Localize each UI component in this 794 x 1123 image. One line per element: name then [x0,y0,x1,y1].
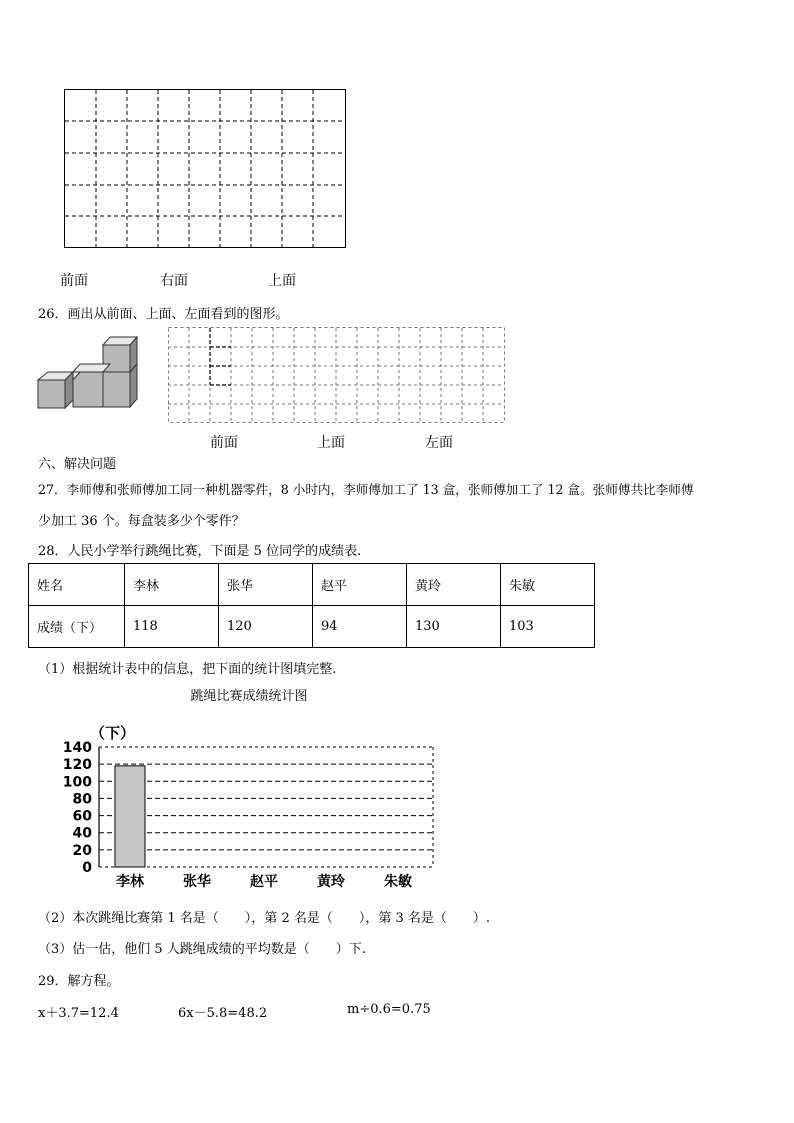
y-tick-label: 140 [62,740,92,756]
table-cell: 130 [407,606,501,648]
q27-line2: 少加工 36 个。每盒装多少个零件？ [38,514,245,529]
q26-label-left: 左面 [425,435,453,451]
y-tick-label: 100 [62,774,92,791]
q28-sub3: （3）估一估，他们 5 人跳绳成绩的平均数是（ ）下. [38,942,366,957]
top-label-right: 右面 [160,273,188,289]
bar-chart[interactable] [0,680,794,895]
chart-y-label: （下） [90,724,136,742]
q26-label-front: 前面 [210,435,238,451]
table-cell: 姓名 [29,564,125,606]
bar-0 [115,766,145,867]
cube-figure [30,330,145,415]
q26-drawing-grid[interactable] [160,320,510,430]
table-cell: 103 [501,606,595,648]
table-cell: 120 [219,606,313,648]
y-tick-label: 40 [72,825,92,842]
x-tick-label: 朱敏 [384,874,412,890]
x-tick-label: 张华 [183,874,211,890]
chart-title: 跳绳比赛成绩统计图 [190,689,308,704]
table-cell: 黄玲 [407,564,501,606]
table-cell: 赵平 [313,564,407,606]
table-cell: 118 [125,606,219,648]
top-label-top: 上面 [268,273,296,289]
q28-intro: 28．人民小学举行跳绳比赛，下面是 5 位同学的成绩表. [38,544,362,559]
y-tick-label: 60 [72,808,92,825]
y-tick-label: 120 [62,757,92,774]
table-cell: 朱敏 [501,564,595,606]
table-header-row [29,564,595,606]
top-label-front: 前面 [60,273,88,289]
y-tick-label: 80 [72,791,92,808]
q28-sub2: （2）本次跳绳比赛第 1 名是（ ），第 2 名是（ ），第 3 名是（ ）. [38,911,491,926]
table-cell: 94 [313,606,407,648]
section-heading: 六、解决问题 [38,457,117,472]
q26-text: 26．画出从前面、上面、左面看到的图形。 [38,307,289,322]
top-drawing-grid[interactable] [0,0,794,260]
x-tick-label: 李林 [116,874,144,890]
y-tick-label: 0 [82,860,92,876]
grid-dashed-lines [65,90,345,247]
table-cell: 李林 [125,564,219,606]
table-row [29,606,595,648]
x-tick-label: 赵平 [250,874,278,890]
q28-sub1: （1）根据统计表中的信息，把下面的统计图填完整. [38,662,337,677]
q27-line1: 27．李师傅和张师傅加工同一种机器零件，8 小时内，李师傅加工了 13 盒，张师傅加工了 12 盒。张师傅共比李师傅 [38,482,694,497]
q26-label-top: 上面 [317,435,345,451]
y-tick-label: 20 [72,842,92,859]
table-cell: 张华 [219,564,313,606]
equation-3: m÷0.6=0.75 [347,1002,431,1017]
equation-2: 6x－5.8=48.2 [178,1006,268,1021]
table-cell: 成绩（下） [29,606,125,648]
grid-border [65,90,346,248]
x-tick-label: 黄玲 [317,874,345,890]
score-table [28,563,595,648]
q29-heading: 29．解方程。 [38,974,120,989]
q26-started-drawing [210,328,231,385]
equation-1: x＋3.7=12.4 [38,1006,119,1021]
